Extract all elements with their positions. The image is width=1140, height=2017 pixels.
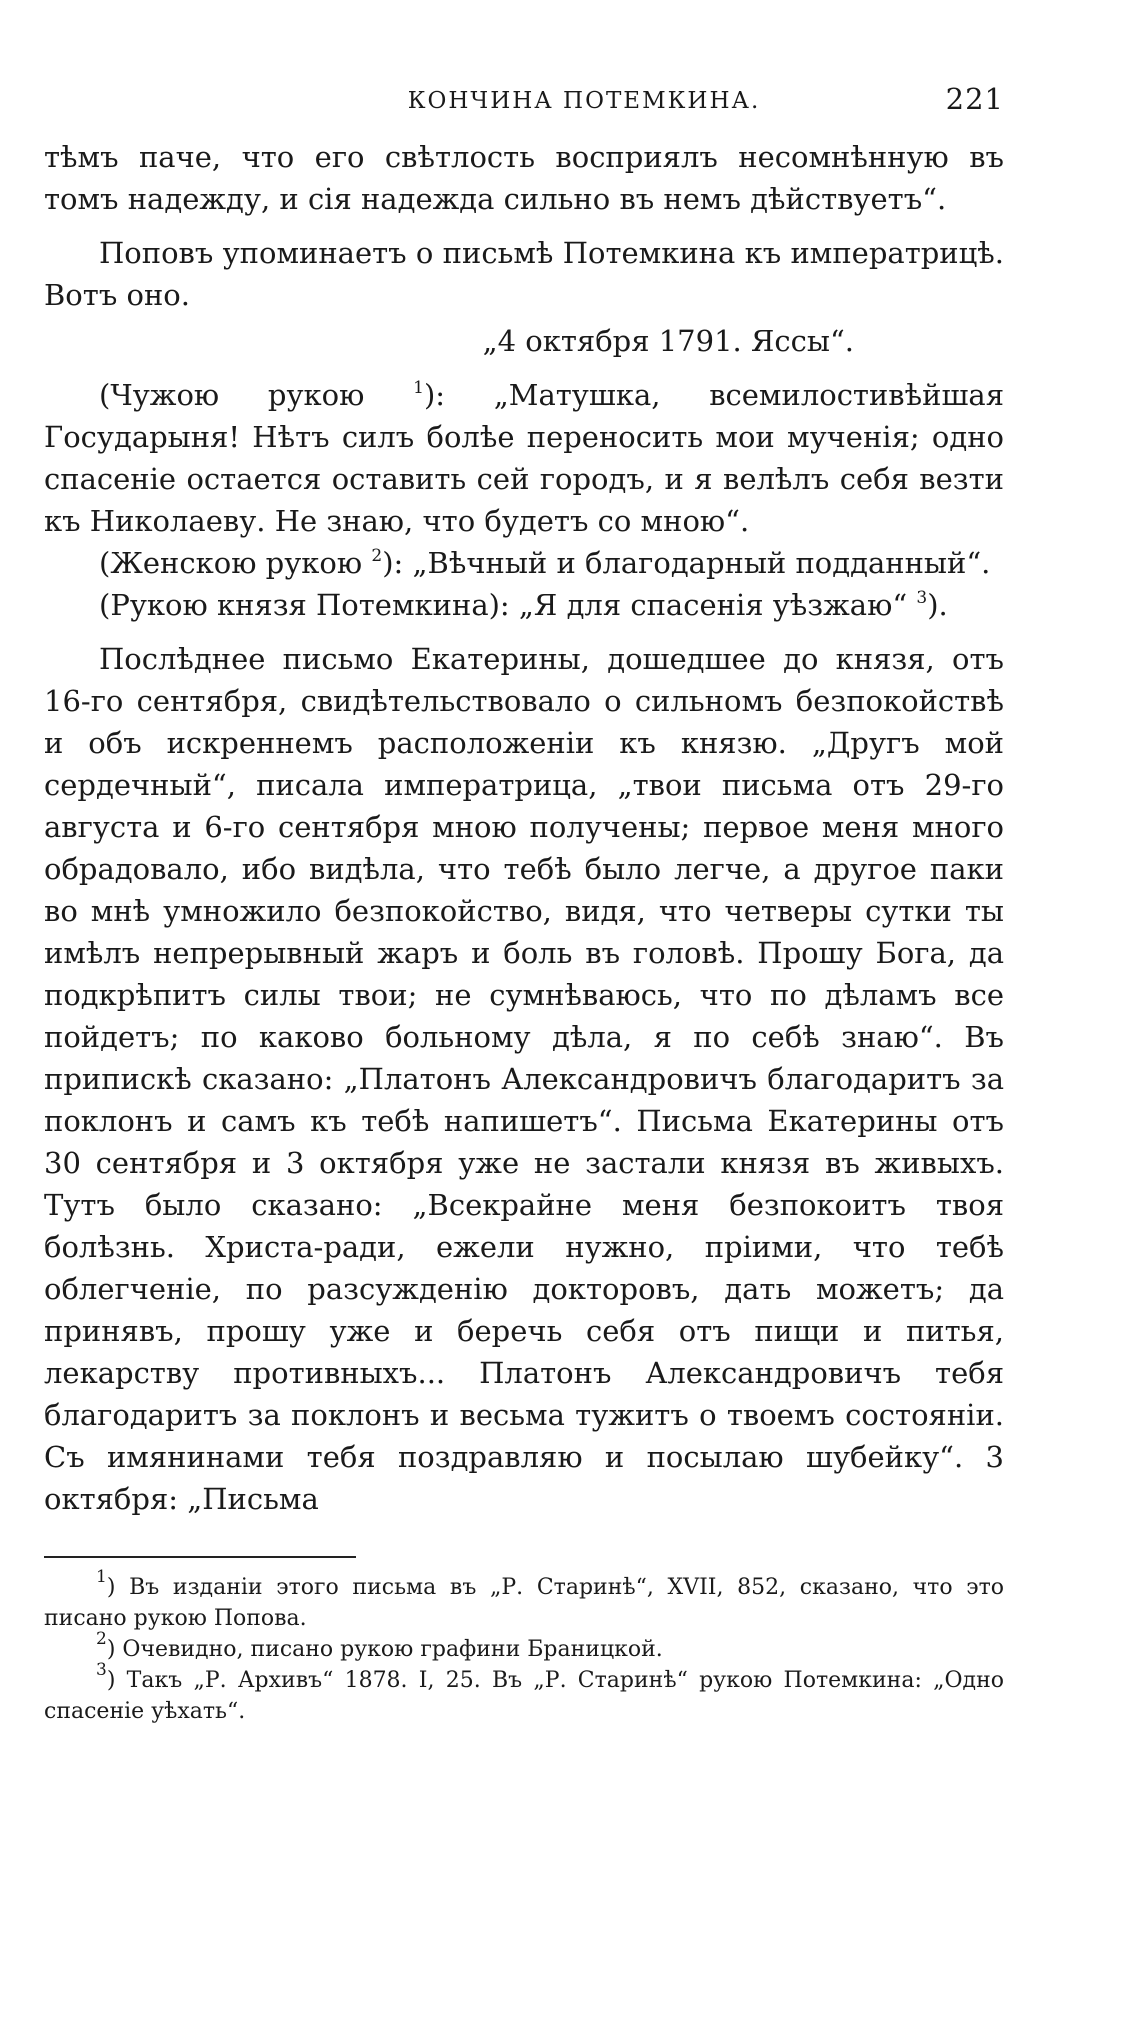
footnote-mark: 3	[96, 1660, 107, 1680]
paragraph-continuation: тѣмъ паче, что его свѣтлость восприялъ несомнѣнную въ томъ надежду, и сія надежда сильно въ немъ дѣйствуетъ“.	[44, 140, 1004, 216]
book-page	[44, 82, 1004, 1727]
main-text	[44, 136, 1004, 1520]
running-title: КОНЧИНА ПОТЕМКИНА.	[407, 88, 761, 114]
paragraph-popov: Поповъ упоминаетъ о письмѣ Потемкина къ императрицѣ. Вотъ оно.	[44, 236, 1004, 312]
paragraph-foreign-hand	[44, 374, 1004, 542]
running-header	[44, 82, 1004, 136]
footnote-3	[44, 1660, 1004, 1727]
footnotes	[44, 1567, 1004, 1727]
paragraph-text: (Женскою рукою	[99, 546, 372, 580]
page-number: 221	[945, 82, 1004, 116]
footnote-ref-1[interactable]: 1	[413, 378, 424, 398]
paragraph-text: (Чужою рукою	[99, 378, 414, 412]
footnote-mark: 2	[96, 1629, 107, 1649]
letter-date-line: „4 октября 1791. Яссы“.	[482, 324, 854, 358]
footnote-text: ) Въ изданіи этого письма въ „Р. Старинѣ“, XVII, 852, сказано, что это писано рукою Попова.	[44, 1575, 1004, 1631]
footnote-divider	[44, 1556, 356, 1558]
footnote-ref-2[interactable]: 2	[371, 546, 383, 566]
paragraph-female-hand	[44, 542, 1004, 584]
footnote-2	[44, 1629, 1004, 1665]
paragraph-text: ): „Вѣчный и благодарный подданный“.	[382, 546, 991, 580]
footnote-text: ) Такъ „Р. Архивъ“ 1878. I, 25. Въ „Р. Старинѣ“ рукою Потемкина: „Одно спасеніе уѣхать“.	[44, 1668, 1004, 1724]
paragraph-text: ): „Матушка, всемилостивѣйшая Государыня! Нѣтъ силъ болѣе переносить мои мученія; одно спасеніе остается оставить сей городъ, и я велѣлъ себя везти къ Николаеву. Не знаю, что будетъ со мною“.	[44, 378, 1004, 538]
footnote-mark: 1	[96, 1567, 107, 1587]
paragraph-potemkin-hand	[44, 584, 1004, 626]
footnote-ref-3[interactable]: 3	[916, 588, 928, 608]
paragraph-text: (Рукою князя Потемкина): „Я для спасенія уѣзжаю“	[99, 588, 917, 622]
footnote-1	[44, 1567, 1004, 1634]
footnote-text: ) Очевидно, писано рукою графини Браницкой.	[106, 1637, 663, 1662]
paragraph-text: ).	[927, 588, 948, 622]
paragraph-last-letter: Послѣднее письмо Екатерины, дошедшее до князя, отъ 16-го сентября, свидѣтельствовало о сильномъ безпокойствѣ и объ искреннемъ расположеніи къ князю. „Другъ мой сердечный“, писала императрица, „твои письма отъ 29-го августа и 6-го сентября мною получены; первое меня много обрадовало, ибо видѣла, что тебѣ было легче, а другое паки во мнѣ умножило безпокойство, видя, что четверы сутки ты имѣлъ непрерывный жаръ и боль въ головѣ. Прошу Бога, да подкрѣпитъ силы твои; не сумнѣваюсь, что по дѣламъ все пойдетъ; по каково больному дѣла, я по себѣ знаю“. Въ припискѣ сказано: „Платонъ Александровичъ благодаритъ за поклонъ и самъ къ тебѣ напишетъ“. Письма Екатерины отъ 30 сентября и 3 октября уже не застали князя въ живыхъ. Тутъ было сказано: „Всекрайне меня безпокоитъ твоя болѣзнь. Христа-ради, ежели нужно, пріими, что тебѣ облегченіе, по разсужденію докторовъ, дать можетъ; да принявъ, прошу уже и беречь себя отъ пищи и питья, лекарству противныхъ... Платонъ Александровичъ тебя благодаритъ за поклонъ и весьма тужитъ о твоемъ состояніи. Съ имянинами тебя поздравляю и посылаю шубейку“. 3 октября: „Письма	[44, 642, 1004, 1516]
